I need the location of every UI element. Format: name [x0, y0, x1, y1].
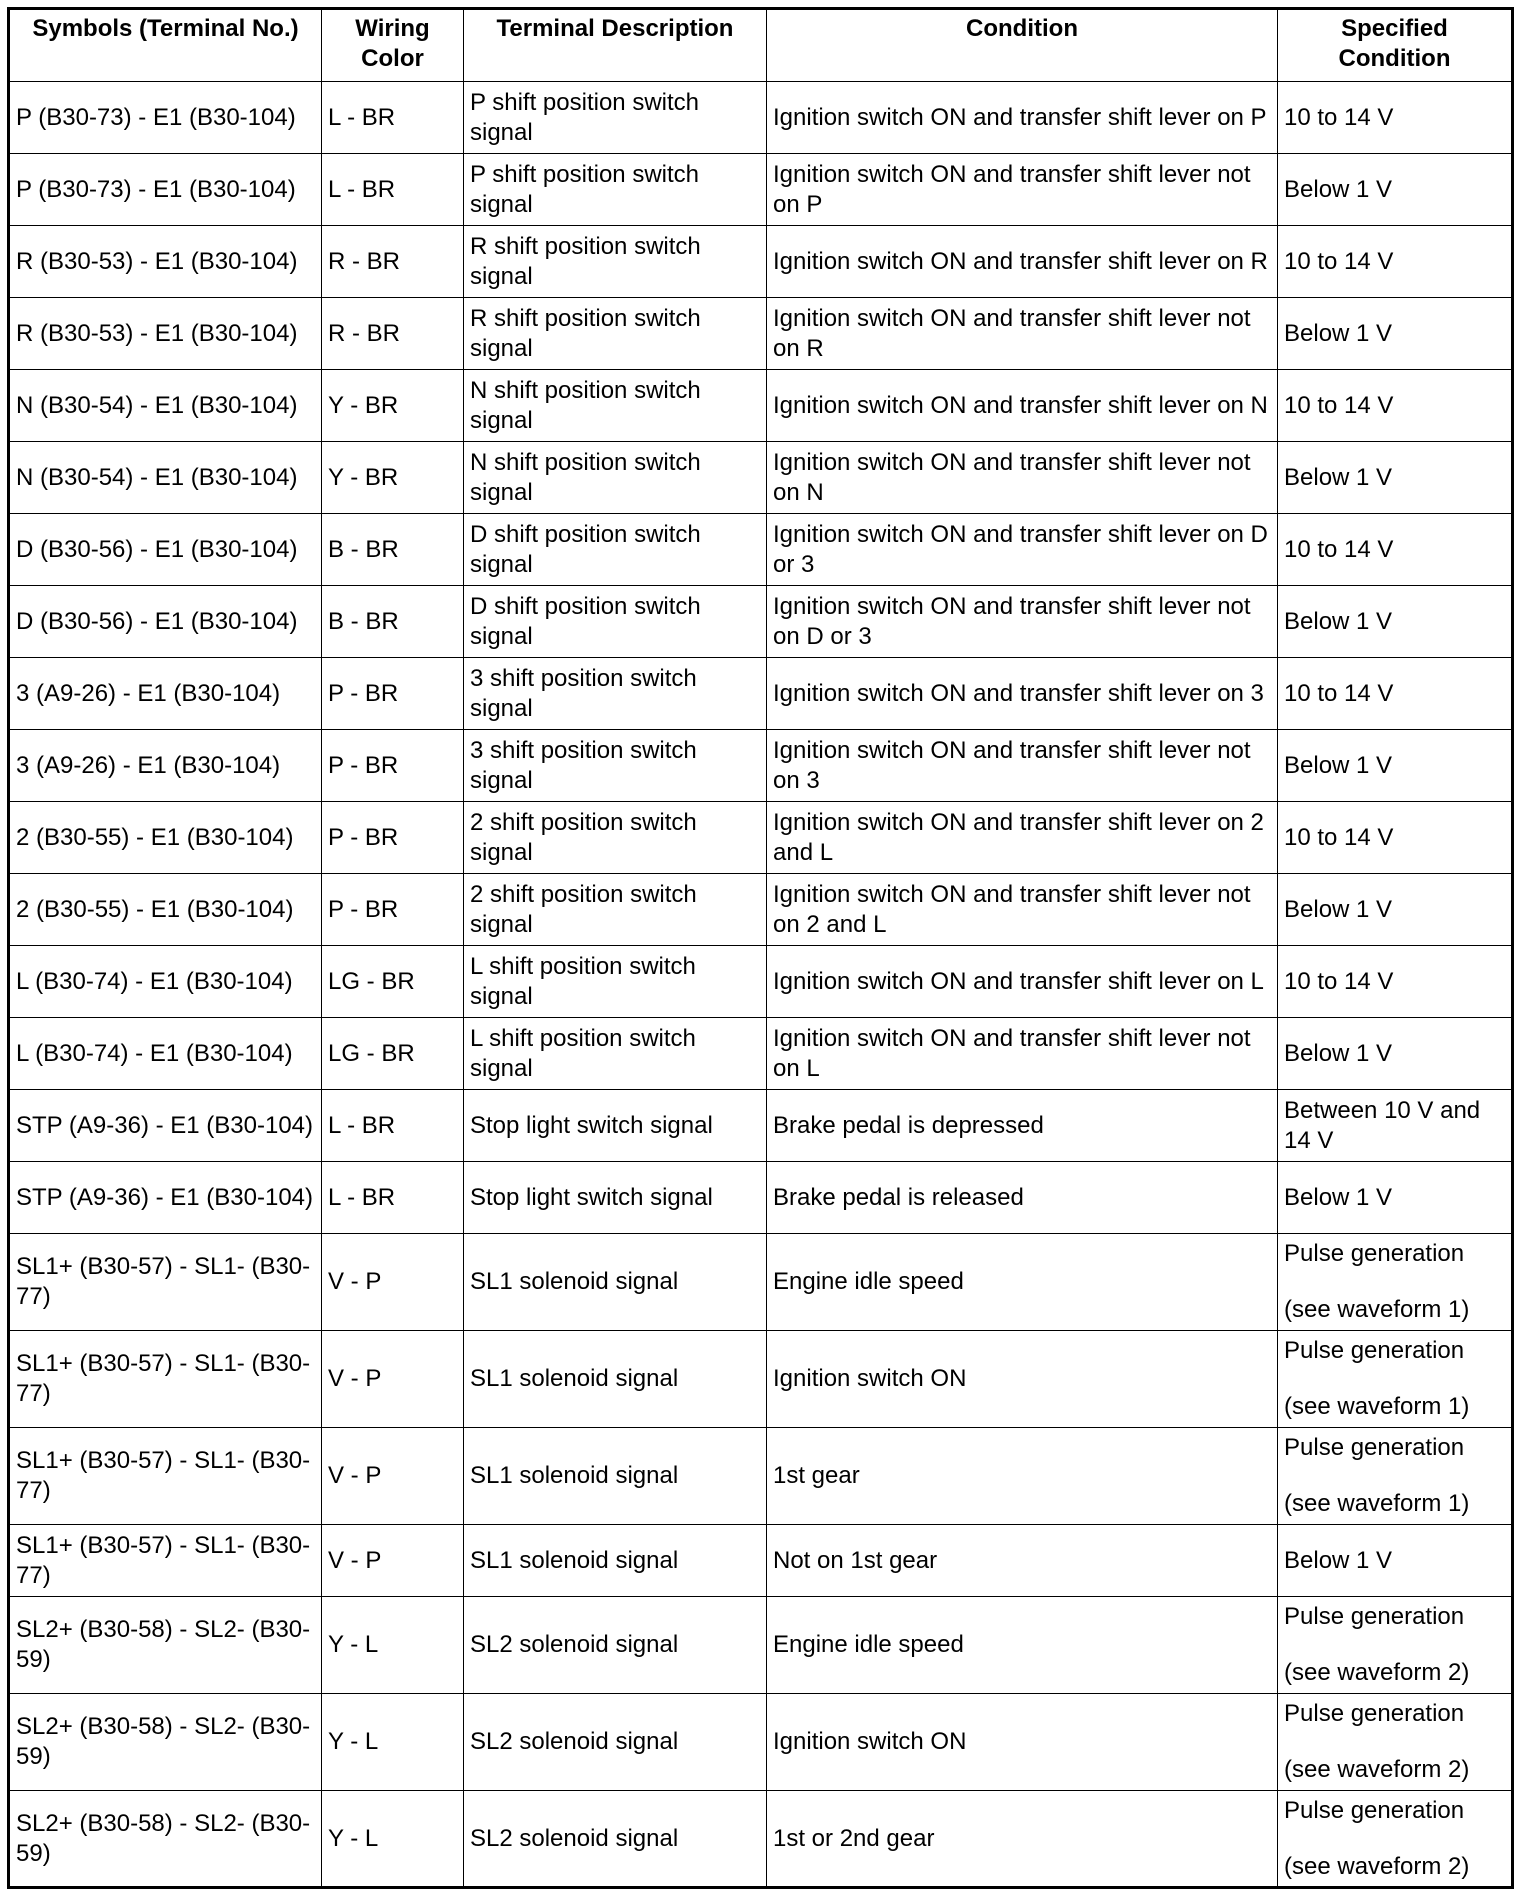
spec-line-secondary: (see waveform 2)	[1284, 1852, 1470, 1880]
table-row	[9, 1525, 1513, 1597]
wiring-color-cell: V - P	[322, 1525, 464, 1597]
symbol-cell: SL1+ (B30-57) - SL1- (B30-77)	[9, 1331, 322, 1428]
terminal-description-cell: 3 shift position switch signal	[464, 658, 767, 730]
table-body	[9, 82, 1513, 1888]
terminal-description-cell: D shift position switch signal	[464, 586, 767, 658]
table-row	[9, 658, 1513, 730]
terminal-description-cell: P shift position switch signal	[464, 154, 767, 226]
terminal-description-cell: N shift position switch signal	[464, 370, 767, 442]
condition-cell: Not on 1st gear	[767, 1525, 1278, 1597]
specified-condition-cell: Below 1 V	[1278, 1525, 1513, 1597]
spec-line-primary: Pulse generation	[1284, 1434, 1465, 1461]
specified-condition-cell: Below 1 V	[1278, 586, 1513, 658]
terminal-description-cell: D shift position switch signal	[464, 514, 767, 586]
table-row	[9, 1234, 1513, 1331]
symbol-cell: SL1+ (B30-57) - SL1- (B30-77)	[9, 1428, 322, 1525]
table-row	[9, 946, 1513, 1018]
condition-cell: Ignition switch ON	[767, 1331, 1278, 1428]
specified-condition-cell	[1278, 1694, 1513, 1791]
spec-line-primary: Pulse generation	[1284, 1337, 1465, 1364]
condition-cell: Ignition switch ON and transfer shift lever on P	[767, 82, 1278, 154]
table-row	[9, 82, 1513, 154]
condition-cell: Ignition switch ON and transfer shift lever on R	[767, 226, 1278, 298]
condition-cell: Engine idle speed	[767, 1597, 1278, 1694]
condition-cell: Brake pedal is released	[767, 1162, 1278, 1234]
spec-line-primary: Pulse generation	[1284, 1700, 1465, 1727]
condition-cell: Ignition switch ON and transfer shift lever not on P	[767, 154, 1278, 226]
table-row	[9, 1331, 1513, 1428]
condition-cell: Ignition switch ON and transfer shift lever on N	[767, 370, 1278, 442]
specified-condition-cell: Below 1 V	[1278, 1162, 1513, 1234]
wiring-color-cell: B - BR	[322, 586, 464, 658]
specified-condition-cell	[1278, 1428, 1513, 1525]
condition-cell: Engine idle speed	[767, 1234, 1278, 1331]
symbol-cell: SL1+ (B30-57) - SL1- (B30-77)	[9, 1525, 322, 1597]
symbol-cell: 3 (A9-26) - E1 (B30-104)	[9, 730, 322, 802]
symbol-cell: SL2+ (B30-58) - SL2- (B30-59)	[9, 1791, 322, 1888]
wiring-color-cell: V - P	[322, 1234, 464, 1331]
spec-line-primary: Pulse generation	[1284, 1240, 1465, 1267]
symbol-cell: SL2+ (B30-58) - SL2- (B30-59)	[9, 1694, 322, 1791]
condition-cell: Brake pedal is depressed	[767, 1090, 1278, 1162]
spec-line-primary: Pulse generation	[1284, 1603, 1465, 1630]
table-row	[9, 226, 1513, 298]
symbol-cell: SL2+ (B30-58) - SL2- (B30-59)	[9, 1597, 322, 1694]
specified-condition-cell: Below 1 V	[1278, 874, 1513, 946]
spec-line-gap	[1284, 1269, 1505, 1295]
condition-cell: Ignition switch ON and transfer shift lever not on L	[767, 1018, 1278, 1090]
wiring-color-cell: Y - L	[322, 1791, 464, 1888]
header-specified-condition: Specified Condition	[1278, 9, 1513, 82]
symbol-cell: 2 (B30-55) - E1 (B30-104)	[9, 874, 322, 946]
symbol-cell: D (B30-56) - E1 (B30-104)	[9, 514, 322, 586]
symbol-cell: N (B30-54) - E1 (B30-104)	[9, 370, 322, 442]
symbol-cell: R (B30-53) - E1 (B30-104)	[9, 226, 322, 298]
condition-cell: Ignition switch ON and transfer shift lever not on R	[767, 298, 1278, 370]
terminal-spec-sheet	[7, 7, 1511, 1889]
terminal-description-cell: 2 shift position switch signal	[464, 874, 767, 946]
table-row	[9, 1694, 1513, 1791]
terminal-description-cell: 2 shift position switch signal	[464, 802, 767, 874]
specified-condition-cell: Below 1 V	[1278, 154, 1513, 226]
wiring-color-cell: L - BR	[322, 1162, 464, 1234]
terminal-description-cell: Stop light switch signal	[464, 1090, 767, 1162]
wiring-color-cell: R - BR	[322, 226, 464, 298]
condition-cell: Ignition switch ON and transfer shift lever not on 3	[767, 730, 1278, 802]
terminal-description-cell: N shift position switch signal	[464, 442, 767, 514]
wiring-color-cell: Y - BR	[322, 442, 464, 514]
specified-condition-cell	[1278, 1791, 1513, 1888]
specified-condition-cell	[1278, 1331, 1513, 1428]
wiring-color-cell: L - BR	[322, 82, 464, 154]
wiring-color-cell: V - P	[322, 1331, 464, 1428]
wiring-color-cell: B - BR	[322, 514, 464, 586]
wiring-color-cell: Y - L	[322, 1597, 464, 1694]
table-row	[9, 1791, 1513, 1888]
table-row	[9, 730, 1513, 802]
specified-condition-cell: Below 1 V	[1278, 442, 1513, 514]
header-symbols: Symbols (Terminal No.)	[9, 9, 322, 82]
condition-cell: 1st or 2nd gear	[767, 1791, 1278, 1888]
header-terminal-description: Terminal Description	[464, 9, 767, 82]
terminal-description-cell: Stop light switch signal	[464, 1162, 767, 1234]
terminal-description-cell: SL2 solenoid signal	[464, 1597, 767, 1694]
terminal-description-cell: SL1 solenoid signal	[464, 1331, 767, 1428]
condition-cell: Ignition switch ON and transfer shift lever on 2 and L	[767, 802, 1278, 874]
wiring-color-cell: Y - BR	[322, 370, 464, 442]
terminal-description-cell: SL2 solenoid signal	[464, 1694, 767, 1791]
spec-line-secondary: (see waveform 1)	[1284, 1490, 1470, 1517]
spec-line-gap	[1284, 1632, 1505, 1658]
symbol-cell: P (B30-73) - E1 (B30-104)	[9, 82, 322, 154]
terminal-description-cell: SL1 solenoid signal	[464, 1234, 767, 1331]
symbol-cell: STP (A9-36) - E1 (B30-104)	[9, 1162, 322, 1234]
symbol-cell: L (B30-74) - E1 (B30-104)	[9, 1018, 322, 1090]
spec-line-gap	[1284, 1366, 1505, 1392]
wiring-color-cell: R - BR	[322, 298, 464, 370]
table-row	[9, 154, 1513, 226]
specified-condition-cell: 10 to 14 V	[1278, 802, 1513, 874]
condition-cell: Ignition switch ON and transfer shift lever on L	[767, 946, 1278, 1018]
symbol-cell: D (B30-56) - E1 (B30-104)	[9, 586, 322, 658]
condition-cell: Ignition switch ON	[767, 1694, 1278, 1791]
wiring-color-cell: Y - L	[322, 1694, 464, 1791]
spec-line-gap	[1284, 1826, 1505, 1852]
wiring-color-cell: P - BR	[322, 874, 464, 946]
specified-condition-cell: Between 10 V and 14 V	[1278, 1090, 1513, 1162]
table-row	[9, 802, 1513, 874]
specified-condition-cell: 10 to 14 V	[1278, 82, 1513, 154]
symbol-cell: P (B30-73) - E1 (B30-104)	[9, 154, 322, 226]
specified-condition-cell: 10 to 14 V	[1278, 370, 1513, 442]
symbol-cell: 2 (B30-55) - E1 (B30-104)	[9, 802, 322, 874]
wiring-color-cell: LG - BR	[322, 1018, 464, 1090]
table-row	[9, 1162, 1513, 1234]
table-row	[9, 1597, 1513, 1694]
specified-condition-cell: Below 1 V	[1278, 298, 1513, 370]
wiring-color-cell: P - BR	[322, 802, 464, 874]
header-row	[9, 9, 1513, 82]
table-row	[9, 514, 1513, 586]
table-row	[9, 1428, 1513, 1525]
terminal-description-cell: 3 shift position switch signal	[464, 730, 767, 802]
wiring-color-cell: LG - BR	[322, 946, 464, 1018]
specified-condition-cell: Below 1 V	[1278, 1018, 1513, 1090]
condition-cell: Ignition switch ON and transfer shift lever on 3	[767, 658, 1278, 730]
wiring-color-cell: L - BR	[322, 154, 464, 226]
terminal-description-cell: P shift position switch signal	[464, 82, 767, 154]
specified-condition-cell: Below 1 V	[1278, 730, 1513, 802]
header-wiring-color: Wiring Color	[322, 9, 464, 82]
spec-line-gap	[1284, 1729, 1505, 1755]
terminal-description-cell: L shift position switch signal	[464, 1018, 767, 1090]
condition-cell: Ignition switch ON and transfer shift lever not on 2 and L	[767, 874, 1278, 946]
table-row	[9, 1018, 1513, 1090]
condition-cell: 1st gear	[767, 1428, 1278, 1525]
table-row	[9, 586, 1513, 658]
symbol-cell: SL1+ (B30-57) - SL1- (B30-77)	[9, 1234, 322, 1331]
symbol-cell: L (B30-74) - E1 (B30-104)	[9, 946, 322, 1018]
wiring-color-cell: L - BR	[322, 1090, 464, 1162]
header-condition: Condition	[767, 9, 1278, 82]
symbol-cell: STP (A9-36) - E1 (B30-104)	[9, 1090, 322, 1162]
spec-line-secondary: (see waveform 2)	[1284, 1756, 1470, 1783]
specified-condition-cell	[1278, 1234, 1513, 1331]
symbol-cell: N (B30-54) - E1 (B30-104)	[9, 442, 322, 514]
condition-cell: Ignition switch ON and transfer shift lever on D or 3	[767, 514, 1278, 586]
terminal-description-cell: L shift position switch signal	[464, 946, 767, 1018]
table-row	[9, 298, 1513, 370]
spec-line-primary: Pulse generation	[1284, 1796, 1465, 1824]
symbol-cell: R (B30-53) - E1 (B30-104)	[9, 298, 322, 370]
terminal-spec-table	[7, 7, 1514, 1889]
spec-line-secondary: (see waveform 1)	[1284, 1393, 1470, 1420]
specified-condition-cell: 10 to 14 V	[1278, 226, 1513, 298]
terminal-description-cell: R shift position switch signal	[464, 226, 767, 298]
spec-line-secondary: (see waveform 2)	[1284, 1659, 1470, 1686]
spec-line-secondary: (see waveform 1)	[1284, 1296, 1470, 1323]
terminal-description-cell: SL1 solenoid signal	[464, 1428, 767, 1525]
wiring-color-cell: V - P	[322, 1428, 464, 1525]
wiring-color-cell: P - BR	[322, 658, 464, 730]
wiring-color-cell: P - BR	[322, 730, 464, 802]
condition-cell: Ignition switch ON and transfer shift lever not on D or 3	[767, 586, 1278, 658]
condition-cell: Ignition switch ON and transfer shift lever not on N	[767, 442, 1278, 514]
terminal-description-cell: SL2 solenoid signal	[464, 1791, 767, 1888]
specified-condition-cell: 10 to 14 V	[1278, 514, 1513, 586]
specified-condition-cell: 10 to 14 V	[1278, 946, 1513, 1018]
spec-line-gap	[1284, 1463, 1505, 1489]
table-row	[9, 1090, 1513, 1162]
terminal-description-cell: R shift position switch signal	[464, 298, 767, 370]
table-row	[9, 874, 1513, 946]
table-row	[9, 442, 1513, 514]
symbol-cell: 3 (A9-26) - E1 (B30-104)	[9, 658, 322, 730]
terminal-description-cell: SL1 solenoid signal	[464, 1525, 767, 1597]
specified-condition-cell: 10 to 14 V	[1278, 658, 1513, 730]
specified-condition-cell	[1278, 1597, 1513, 1694]
table-row	[9, 370, 1513, 442]
